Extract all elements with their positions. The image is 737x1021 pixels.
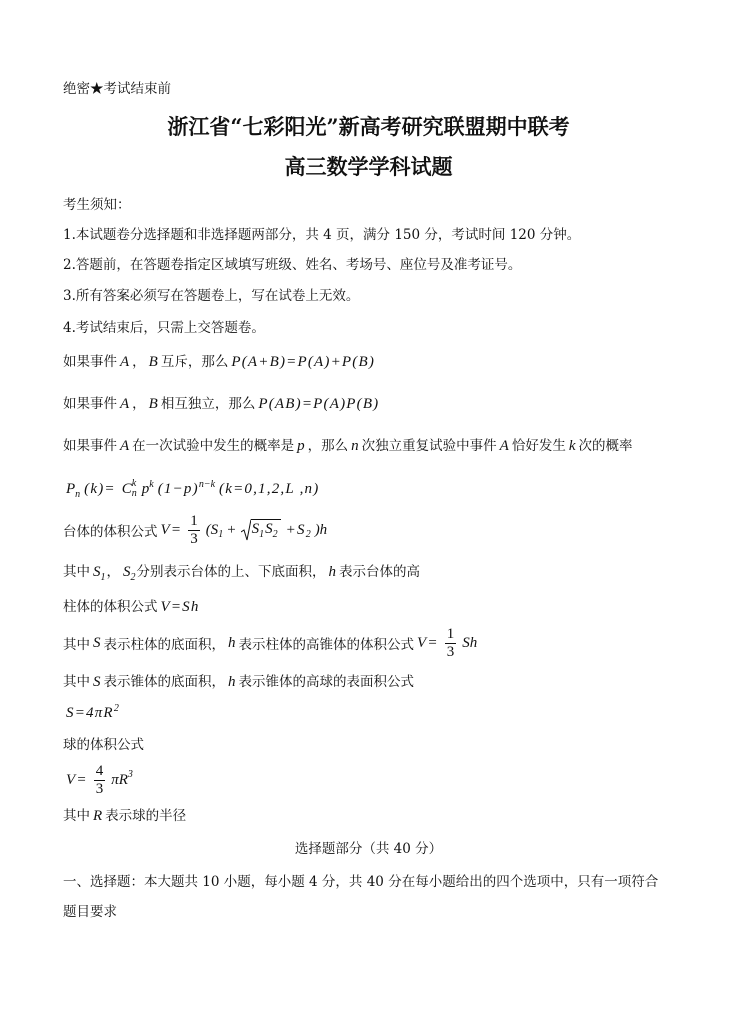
- square-root: [241, 519, 281, 541]
- sphere-area-expression: S=4πR: [66, 705, 114, 721]
- subscript-2: 2: [130, 572, 136, 583]
- probability-sum-expression: P(A+B)=P(A)+P(B): [231, 354, 376, 370]
- formula-cylinder-volume: [63, 597, 203, 617]
- fraction-four-thirds: [94, 763, 106, 798]
- variable-a: A: [120, 354, 130, 370]
- superscript-3: 3: [127, 768, 133, 780]
- index-range: (k=0,1,2,L ,n): [219, 481, 320, 497]
- notice-item: [63, 318, 265, 338]
- variable-a: A: [120, 396, 130, 412]
- variable-n: n: [351, 438, 359, 454]
- base-height-product: Sh: [462, 634, 478, 651]
- variable-h: h: [328, 564, 336, 580]
- complement-factor: (1−p): [157, 481, 199, 497]
- notice-heading-text: 考生须知：: [63, 197, 131, 213]
- formula-label: 球的体积公式: [63, 737, 144, 753]
- variable-b: B: [148, 354, 158, 370]
- formula-sphere-area: [63, 703, 120, 723]
- section-instruction: [63, 872, 658, 892]
- subscript-2: 2: [305, 528, 311, 540]
- formula-text: 如果事件: [63, 354, 117, 370]
- symbol-p-base: p: [141, 481, 150, 497]
- section-instruction: [63, 902, 117, 922]
- fraction-one-third: [188, 513, 200, 548]
- superscript-k: k: [149, 479, 154, 490]
- formula-label: 柱体的体积公式: [63, 599, 158, 615]
- formula-frustum-volume: [63, 510, 327, 550]
- instruction-text: 一、选择题：本大题共 10 小题，每小题 4 分，共 40 分在每小题给出的四个选项中，只有一项符合: [63, 874, 659, 890]
- formula-label: 台体的体积公式: [63, 524, 158, 540]
- notice-item-text: 3.所有答案必须写在答题卷上，写在试卷上无效。: [63, 288, 360, 304]
- formula-text: 其中: [63, 564, 90, 580]
- notice-item-text: 1.本试题卷分选择题和非选择题两部分，共 4 页，满分 150 分，考试时间 120 分钟。: [63, 227, 581, 243]
- fraction-denominator: 3: [95, 780, 104, 797]
- notice-item: [63, 225, 580, 245]
- cylinder-note-cone-volume: [63, 623, 477, 663]
- subscript-2: 2: [272, 529, 278, 540]
- formula-text: ，那么: [307, 438, 349, 454]
- formula-text: 表示锥体的底面积，: [103, 674, 225, 690]
- section-heading: 选择题部分（共 40 分）: [294, 841, 443, 857]
- superscript-2: 2: [113, 703, 119, 714]
- formula-text: 表示柱体的高锥体的体积公式: [238, 637, 414, 653]
- plus-s: +S: [285, 521, 306, 538]
- formula-text: 表示球的半径: [105, 808, 187, 824]
- symbol-s: S: [93, 564, 101, 580]
- formula-text: ，: [132, 396, 146, 412]
- instruction-text: 题目要求: [63, 904, 117, 920]
- variable-b: B: [148, 396, 158, 412]
- combination-indices: [132, 479, 139, 499]
- formula-text: 如果事件: [63, 438, 117, 454]
- pi-r: πR: [111, 771, 128, 788]
- formula-text: ，: [132, 354, 146, 370]
- fraction-numerator: 1: [190, 512, 198, 529]
- formula-text: 其中: [63, 674, 90, 690]
- symbol-c: C: [121, 481, 132, 497]
- binomial-argument: (k)=: [84, 481, 116, 497]
- probability-product-expression: P(AB)=P(A)P(B): [258, 396, 380, 412]
- sphere-note: [63, 806, 186, 826]
- formula-text: 表示柱体的底面积，: [103, 637, 225, 653]
- radicand: [251, 519, 281, 541]
- variable-r: R: [93, 808, 103, 824]
- formula-text: 次独立重复试验中事件: [361, 438, 497, 454]
- sphere-volume-label: [63, 735, 144, 755]
- formula-bernoulli-description: [63, 436, 633, 456]
- variable-a: A: [499, 438, 509, 454]
- volume-lhs: V=: [417, 634, 439, 651]
- formula-text: 如果事件: [63, 396, 117, 412]
- symbol-s: S: [265, 521, 273, 537]
- formula-text: 互斥，那么: [160, 354, 229, 370]
- variable-a: A: [120, 438, 130, 454]
- formula-text: 其中: [63, 637, 90, 653]
- formula-text: 分别表示台体的上、下底面积，: [136, 564, 326, 580]
- symbol-p: P: [66, 481, 76, 497]
- open-paren-s: (S: [205, 521, 219, 538]
- formula-binomial: [63, 479, 322, 499]
- volume-lhs: V=: [66, 771, 88, 788]
- formula-text: 次的概率: [578, 438, 633, 454]
- symbol-s: S: [93, 674, 101, 690]
- formula-sphere-volume: [63, 760, 134, 800]
- cylinder-volume-expression: V=Sh: [160, 599, 200, 615]
- frustum-note: [63, 562, 420, 582]
- formula-text: 相互独立，那么: [160, 396, 256, 412]
- formula-text: 表示锥体的高球的表面积公式: [238, 674, 414, 690]
- subscript-n: n: [75, 489, 81, 500]
- superscript-k: k: [131, 478, 137, 489]
- subscript-1: 1: [218, 528, 224, 540]
- confidential-label: [63, 79, 171, 99]
- close-paren-h: )h: [314, 521, 328, 538]
- variable-h: h: [228, 634, 236, 651]
- cone-note: [63, 672, 414, 692]
- volume-lhs: V=: [160, 521, 183, 538]
- fraction-one-third: [445, 626, 457, 661]
- exam-subject-title: 高三数学学科试题: [284, 154, 453, 179]
- formula-text: ，: [106, 564, 120, 580]
- formula-text: 在一次试验中发生的概率是: [132, 438, 295, 454]
- notice-item: [63, 255, 521, 275]
- confidential-text: 绝密★考试结束前: [63, 81, 171, 97]
- subscript-1: 1: [259, 529, 265, 540]
- formula-text: 恰好发生: [511, 438, 566, 454]
- notice-item-text: 4.考试结束后，只需上交答题卷。: [63, 320, 265, 336]
- formula-text: 其中: [63, 808, 90, 824]
- subscript-n: n: [131, 488, 137, 499]
- fraction-denominator: 3: [446, 643, 455, 660]
- symbol-s: S: [93, 634, 101, 651]
- radical-sign-icon: [241, 519, 251, 541]
- formula-text: 表示台体的高: [339, 564, 420, 580]
- superscript-n-minus-k: n−k: [198, 479, 216, 490]
- variable-p: p: [297, 438, 305, 454]
- fraction-numerator: 4: [95, 762, 104, 779]
- fraction-denominator: 3: [190, 530, 198, 547]
- formula-independent: [63, 394, 382, 414]
- symbol-s: S: [251, 521, 260, 537]
- fraction-numerator: 1: [446, 625, 455, 642]
- plus-sign: +: [227, 521, 236, 538]
- notice-item: [63, 286, 359, 306]
- symbol-s: S: [123, 564, 131, 580]
- notice-item-text: 2.答题前，在答题卷指定区域填写班级、姓名、考场号、座位号及准考证号。: [63, 257, 522, 273]
- exam-title: 浙江省“七彩阳光”新高考研究联盟期中联考: [167, 114, 570, 139]
- formula-mutually-exclusive: [63, 352, 378, 372]
- subscript-1: 1: [100, 572, 106, 583]
- variable-k: k: [568, 438, 576, 454]
- variable-h: h: [228, 674, 236, 690]
- notice-heading: [63, 195, 131, 215]
